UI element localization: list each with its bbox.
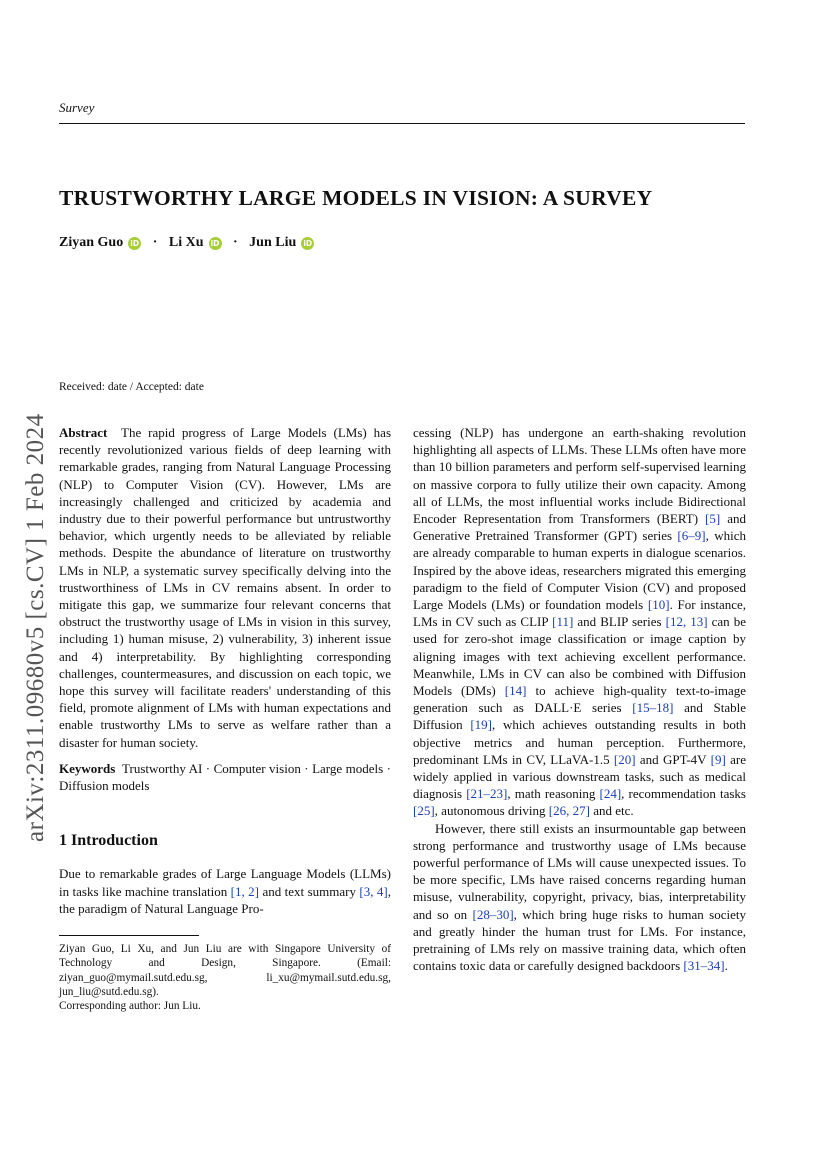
text-span: However, there still exists an insurmountable gap between strong performance and trustworthy usage of LMs because powerful performance of LMs will cause unexpected issues. To be more specific, LMs have raised concerns regarding human misuse, vulnerability, copyright, privacy, bias, interpretability and so on — [413, 820, 746, 922]
orcid-icon[interactable]: iD — [301, 237, 314, 250]
text-span: , which achieves outstanding results in both objective metrics and human perception. Furthermore, predominant LMs in CV, LLaVA-1.5 — [413, 717, 746, 767]
citation-link[interactable]: [9] — [710, 751, 726, 767]
citation-link[interactable]: [15–18] — [632, 700, 674, 716]
arxiv-stamp: arXiv:2311.09680v5 [cs.CV] 1 Feb 2024 — [22, 413, 49, 842]
citation-link[interactable]: [11] — [552, 614, 574, 630]
header-rule — [59, 123, 745, 124]
citation-link[interactable]: [26, 27] — [548, 803, 590, 819]
text-span: Due to remarkable grades of Large Language Models (LLMs) in tasks like machine translation — [59, 866, 391, 899]
text-span: . — [724, 958, 728, 974]
author-1 — [59, 235, 141, 251]
citation-link[interactable]: [24] — [599, 786, 622, 802]
citation-link[interactable]: [19] — [470, 717, 492, 733]
citation-link[interactable]: [10] — [647, 597, 670, 613]
intro-paragraph-2 — [413, 820, 746, 975]
text-span: and etc. — [589, 803, 634, 819]
text-span: can be used for zero-shot image classification or image caption by aligning images with text achieving excellent performance. Meanwhile, LMs in CV can also be combined with Diffusion Models (DMs) — [413, 614, 746, 699]
intro-paragraph-1-start — [59, 865, 391, 917]
citation-link[interactable]: [21–23] — [466, 786, 508, 802]
text-span: , the paradigm of Natural Language Pro- — [59, 883, 391, 916]
orcid-icon[interactable]: iD — [209, 237, 222, 250]
author-list — [59, 235, 314, 251]
text-span: are widely applied in various downstream tasks, such as medical diagnosis — [413, 751, 746, 802]
text-span: and Generative Pretrained Transformer (GPT) series — [413, 511, 746, 544]
text-span: to achieve high-quality text-to-image generation such as DALL·E series — [413, 683, 746, 716]
citation-link[interactable]: [20] — [613, 751, 636, 767]
abstract — [59, 424, 391, 751]
intro-paragraph-1-cont — [413, 424, 746, 820]
paper-title: TRUSTWORTHY LARGE MODELS IN VISION: A SURVEY — [59, 186, 653, 210]
received-date: Received: date / Accepted: date — [59, 381, 204, 393]
keywords-label: Keywords — [59, 760, 116, 776]
author-name: Ziyan Guo — [59, 235, 124, 250]
author-name: Jun Liu — [249, 235, 297, 250]
author-separator: · — [152, 235, 158, 250]
text-span: , recommendation tasks — [621, 786, 746, 802]
citation-link[interactable]: [25] — [413, 803, 435, 819]
corresponding-author: Corresponding author: Jun Liu. — [59, 1000, 201, 1013]
citation-link[interactable]: [31–34] — [683, 958, 725, 974]
abstract-label: Abstract — [59, 425, 108, 440]
text-span: and BLIP series — [573, 614, 666, 630]
text-span: , math reasoning — [507, 786, 600, 802]
author-2 — [169, 235, 222, 251]
text-span: , autonomous driving — [434, 803, 549, 819]
abstract-text: The rapid progress of Large Models (LMs) has recently revolutionized various fields of deep learning with remarkable grades, ranging from Natural Language Processing (NLP) to Computer Vision (CV). However, LMs are increasingly challenged and criticized by academia and industry due to their powerful performance but untrustworthy behavior, which urgently needs to be alleviated by reliable methods. Despite the abundance of literature on trustworthy LMs in NLP, a systematic survey specifically delving into the trustworthiness of LMs in CV remains absent. In order to mitigate this gap, we summarize four relevant concerns that obstruct the trustworthy usage of LMs in vision in this survey, including 1) human misuse, 2) vulnerability, 3) inherent issue and 4) interpretability. By highlighting corresponding challenges, countermeasures, and discussion on each topic, we hope this survey will facilitate readers' understanding of this field, promote alignment of LMs with human expectations and enable trustworthy LMs to serve as welfare rather than a disaster for human society. — [59, 425, 392, 750]
keywords-text: Trustworthy AI · Computer vision · Large models · Diffusion models — [59, 760, 391, 794]
running-header: Survey — [59, 100, 95, 115]
footnote-rule — [59, 935, 199, 936]
text-span: cessing (NLP) has undergone an earth-shaking revolution highlighting all aspects of LLMs. These LLMs often have more than 10 billion parameters and perform self-supervised learning on massive corpora to fully utilize their own capacity. Among all of LLMs, the most influential works include Bidirectional Encoder Representation from Transformers (BERT) — [413, 425, 746, 527]
author-separator: · — [233, 235, 238, 250]
keywords — [59, 760, 391, 794]
text-span: , which bring huge risks to human society and greatly hinder the human trust for LMs. For instance, pretraining of LMs rely on massive training data, which often contains toxic data or carefully designed backdoors — [413, 906, 746, 974]
right-column — [413, 424, 746, 975]
text-span: and GPT-4V — [635, 751, 711, 767]
citation-link[interactable]: [3, 4] — [359, 883, 388, 899]
citation-link[interactable]: [12, 13] — [665, 614, 708, 630]
text-span: . For instance, LMs in CV such as CLIP — [413, 597, 747, 630]
citation-link[interactable]: [14] — [504, 683, 527, 699]
author-3 — [249, 235, 314, 251]
citation-link[interactable]: [5] — [705, 511, 721, 527]
citation-link[interactable]: [6–9] — [677, 528, 706, 544]
section-heading: 1 Introduction — [59, 832, 158, 850]
orcid-icon[interactable]: iD — [128, 237, 141, 250]
author-name: Li Xu — [168, 235, 204, 250]
left-column — [59, 424, 391, 1014]
text-span: , which are already comparable to human experts in dialogue scenarios. Inspired by the above ideas, researchers migrated this emerging paradigm to the field of Computer Vision (CV) and proposed Large Models (LMs) or foundation models — [413, 528, 746, 613]
affiliation-footnote: Ziyan Guo, Li Xu, and Jun Liu are with Singapore University of Technology and Design, Singapore. (Email: ziyan_guo@mymail.sutd.edu.sg, li_xu@mymail.sutd.edu.sg, jun_liu@sutd.edu.sg). — [59, 943, 391, 998]
citation-link[interactable]: [1, 2] — [230, 883, 260, 899]
text-span: and text summary — [259, 883, 360, 899]
citation-link[interactable]: [28–30] — [472, 906, 514, 922]
text-span: and Stable Diffusion — [413, 700, 746, 733]
